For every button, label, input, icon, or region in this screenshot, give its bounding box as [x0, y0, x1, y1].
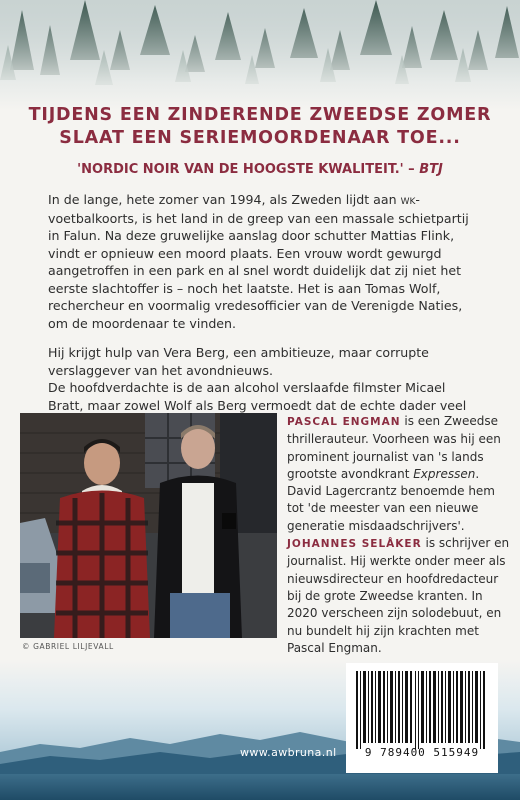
misty-forest-illustration — [0, 0, 520, 110]
blurb-paragraph-3: De hoofdverdachte is de aan alcohol verslaafde filmster Micael Bratt, maar zowel Wolf als Berg vermoedt dat de echte dader veel — [48, 380, 467, 413]
author-photo — [20, 413, 277, 638]
quote-source: BTJ — [419, 162, 443, 177]
review-quote — [20, 162, 500, 177]
author-bio: PASCAL ENGMAN is een Zweedse thrillerauteur. Voorheen was hij een prominent journalist van 's lands grootste avondkrant Expressen. David Lagercrantz benoemde hem tot 'de meester van een nieuwe generatie misdaadschrijvers'. JOHANNES SELÅKER is schrijver en journalist. Hij werkte onder meer als nieuwsdirecteur en hoofdredacteur bij de grote Zweedse kranten. In 2020 verscheen zijn solodebuut, en nu bundelt hij zijn krachten met Pascal Engman. — [287, 414, 510, 655]
book-blurb — [48, 191, 474, 432]
tagline-line-1: TIJDENS EEN ZINDERENDE ZWEEDSE ZOMER — [28, 105, 492, 125]
blurb-paragraph-2: Hij krijgt hulp van Vera Berg, een ambitieuze, maar corrupte verslaggever van het avondnieuws. — [48, 345, 429, 378]
blurb-paragraph-1: In de lange, hete zomer van 1994, als Zweden lijdt aan wk-voetbalkoorts, is het land in de greep van een massale schietpartij in Falun. Na deze gruwelijke aanslag door schutter Mattias Flink, vindt er opnieuw een moord plaats. Een vrouw wordt gewurgd aangetroffen in een park en al snel wordt duidelijk dat zij niet het eerste slachtoffer is – noch het laatste. Het is aan Tomas Wolf, rechercheur en voormalig vredesofficier van de Verenigde Naties, om de moordenaar te vinden. — [48, 192, 469, 331]
photo-credit: © GABRIEL LILJEVALL — [22, 642, 114, 651]
tagline — [20, 104, 500, 150]
author-name-1: PASCAL ENGMAN — [287, 416, 401, 428]
publisher-website[interactable]: www.awbruna.nl — [240, 746, 337, 759]
author-name-2: JOHANNES SELÅKER — [287, 538, 422, 551]
isbn-number: 9 789400 515949 — [364, 746, 480, 759]
tagline-line-2: SLAAT EEN SERIEMOORDENAAR TOE... — [59, 128, 461, 148]
wk-abbreviation: wk — [400, 193, 416, 208]
newspaper-name: Expressen — [413, 466, 476, 481]
quote-text: 'NORDIC NOIR VAN DE HOOGSTE KWALITEIT.' – — [77, 162, 415, 177]
